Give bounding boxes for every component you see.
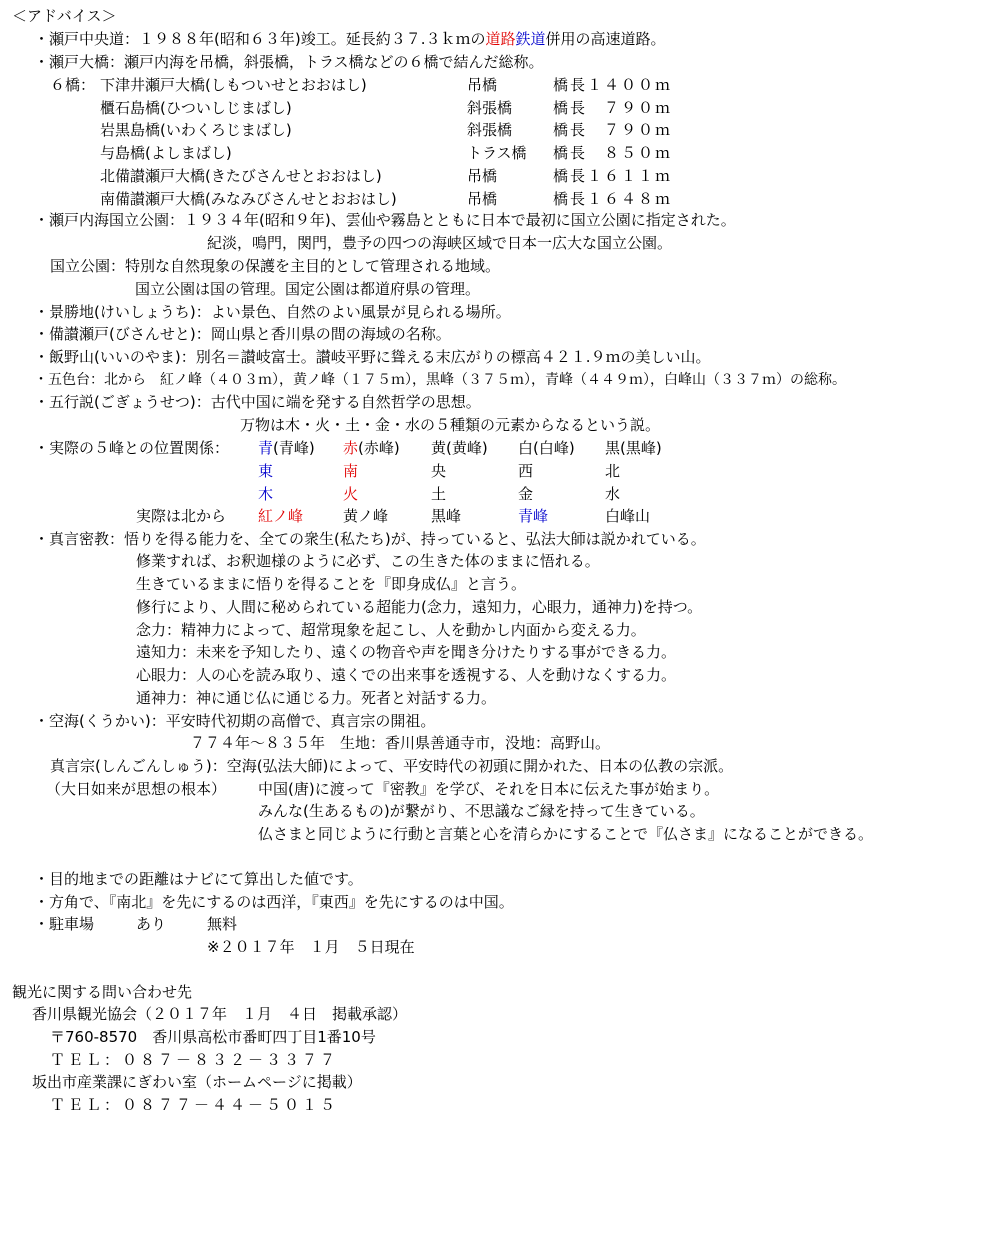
- setochuo-post: 併用の高速道路。: [545, 30, 666, 48]
- bridge-length: 橋長１６１１ｍ: [553, 167, 673, 185]
- bridge-type: トラス橋: [467, 144, 527, 162]
- contact-org-1-address: 〒760-8570 香川県高松市番町四丁目1番10号: [50, 1028, 376, 1046]
- goshikidai-line: ・五色台：北から 紅ノ峰（４０３ｍ），黄ノ峰（１７５ｍ），黒峰（３７５ｍ），青峰（４４９ｍ），白峰山（３３７ｍ）の総称。: [34, 372, 846, 388]
- parking-availability: あり: [136, 915, 167, 933]
- keishouchi-line: ・景勝地(けいしょうち)：よい景色、自然のよい風景が見られる場所。: [34, 303, 511, 321]
- peak-actual: 黄ノ峰: [343, 507, 389, 525]
- peak-actual: 紅ノ峰: [258, 507, 304, 525]
- dainichi-line-3: 仏さまと同じように行動と言葉と心を清らかにすることで『仏さま』になることができる。: [258, 825, 874, 843]
- peak-head: [258, 438, 315, 458]
- bridge-length: 橋長 ７９０ｍ: [553, 99, 673, 117]
- bridge-length: 橋長１４００ｍ: [553, 76, 673, 94]
- peak-direction: 西: [518, 462, 534, 480]
- shingonshu-line: 真言宗(しんごんしゅう)：空海(弘法大師)によって、平安時代の初頭に開かれた、日本の仏教の宗派。: [50, 757, 734, 775]
- peak-direction: 南: [343, 462, 359, 480]
- distance-note: ・目的地までの距離はナビにて算出した値です。: [34, 870, 363, 888]
- peak-element: 火: [343, 485, 359, 503]
- dainichi-label: （大日如来が思想の根本）: [46, 780, 227, 798]
- bridge-length: 橋長 ７９０ｍ: [553, 121, 673, 139]
- peak-element: 木: [258, 485, 274, 503]
- contact-org-1-tel: ＴＥＬ：０８７－８３２－３３７７: [50, 1051, 339, 1069]
- bridge-name: 南備讃瀬戸大橋(みなみびさんせとおおはし): [100, 190, 397, 208]
- bridge-name: 下津井瀬戸大橋(しもついせとおおはし): [100, 76, 367, 94]
- bridge-type: 吊橋: [467, 167, 498, 185]
- peak-head: [343, 438, 400, 458]
- position-label: ・実際の５峰との位置関係：: [34, 439, 230, 457]
- peak-direction: 北: [605, 462, 621, 480]
- bridge-type: 吊橋: [467, 190, 498, 208]
- bridge-name: 岩黒島橋(いわくろじまばし): [100, 121, 292, 139]
- national-park-line-1: ・瀬戸内海国立公園：１９３４年(昭和９年)、雲仙や霧島とともに日本で最初に国立公園に指定された。: [34, 211, 736, 229]
- kokuritsu-line-1: 国立公園：特別な自然現象の保護を主目的として管理される地域。: [50, 257, 501, 275]
- advice-heading: ＜アドバイス＞: [12, 7, 117, 25]
- peak-element: 土: [431, 485, 447, 503]
- setoohashi-line: ・瀬戸大橋：瀬戸内海を吊橋，斜張橋，トラス橋などの６橋で結んだ総称。: [34, 53, 544, 71]
- kukai-line-1: ・空海(くうかい)：平安時代初期の高僧で、真言宗の開祖。: [34, 712, 436, 730]
- peak-direction: 央: [431, 462, 447, 480]
- kukai-line-2: ７７４年～８３５年 生地：香川県善通寺市，没地：高野山。: [190, 734, 611, 752]
- kokuritsu-line-2: 国立公園は国の管理。国定公園は都道府県の管理。: [135, 280, 481, 298]
- setochuo-line: [34, 29, 666, 49]
- setochuo-rail: 鉄道: [515, 30, 546, 48]
- national-park-line-2: 紀淡，鳴門，関門，豊予の四つの海峡区域で日本一広大な国立公園。: [207, 234, 673, 252]
- direction-note: ・方角で、『南北』を先にするのは西洋，『東西』を先にするのは中国。: [34, 893, 514, 911]
- iinoyama-line: ・飯野山(いいのやま)：別名＝讃岐富士。讃岐平野に聳える末広がりの標高４２１.９ｍの美しい山。: [34, 348, 711, 366]
- peak-actual: 青峰: [518, 507, 549, 525]
- setochuo-road: 道路: [485, 30, 516, 48]
- peak-head-rest: (赤峰): [358, 439, 400, 457]
- gogyo-line-2: 万物は木・火・土・金・水の５種類の元素からなるという説。: [240, 416, 661, 434]
- peak-actual: 白峰山: [605, 507, 651, 525]
- peak-head-color-char: 青: [258, 439, 274, 457]
- peak-head: 黄(黄峰): [431, 439, 488, 457]
- bisan-line: ・備讃瀬戸(びさんせと)：岡山県と香川県の間の海域の名称。: [34, 325, 451, 343]
- contact-org-2-tel: ＴＥＬ：０８７７－４４－５０１５: [50, 1096, 339, 1114]
- shingon-line-2: 修業すれば、お釈迦様のように必ず、この生きた体のままに悟れる。: [136, 552, 600, 570]
- shingon-line-7: 心眼力：人の心を読み取り、遠くでの出来事を透視する、人を動けなくする力。: [136, 666, 677, 684]
- shingon-line-5: 念力：精神力によって、超常現象を起こし、人を動かし内面から変える力。: [136, 621, 646, 639]
- bridges-prefix: ６橋：: [50, 76, 96, 94]
- bridge-name: 櫃石島橋(ひついしじまばし): [100, 99, 292, 117]
- actual-label: 実際は北から: [136, 507, 227, 525]
- contact-org-1: 香川県観光協会（２０１７年 １月 ４日 掲載承認）: [32, 1005, 408, 1023]
- shingon-line-1: ・真言密教：悟りを得る能力を、全ての衆生(私たち)が、持っていると、弘法大師は説かれている。: [34, 530, 706, 548]
- bridge-length: 橋長 ８５０ｍ: [553, 144, 673, 162]
- peak-head: 黒(黒峰): [605, 439, 662, 457]
- shingon-line-8: 通神力：神に通じ仏に通じる力。死者と対話する力。: [136, 689, 497, 707]
- bridge-length: 橋長１６４８ｍ: [553, 190, 673, 208]
- setochuo-pre: ・瀬戸中央道：１９８８年(昭和６３年)竣工。延長約３７.３ｋｍの: [34, 30, 486, 48]
- bridge-name: 与島橋(よしまばし): [100, 144, 232, 162]
- peak-head-color-char: 赤: [343, 439, 359, 457]
- as-of-date: ※２０１７年 １月 ５日現在: [207, 938, 415, 956]
- contact-heading: 観光に関する問い合わせ先: [12, 983, 193, 1001]
- peak-element: 金: [518, 485, 534, 503]
- peak-head: 白(白峰): [518, 439, 575, 457]
- peak-direction: 東: [258, 462, 274, 480]
- shingon-line-4: 修行により、人間に秘められている超能力(念力，遠知力，心眼力，通神力)を持つ。: [136, 598, 703, 616]
- bridge-type: 吊橋: [467, 76, 498, 94]
- dainichi-line-1: 中国(唐)に渡って『密教』を学び、それを日本に伝えた事が始まり。: [258, 780, 720, 798]
- contact-org-2: 坂出市産業課にぎわい室（ホームページに掲載）: [32, 1073, 362, 1091]
- peak-head-rest: (青峰): [273, 439, 315, 457]
- shingon-line-6: 遠知力：未来を予知したり、遠くの物音や声を聞き分けたりする事ができる力。: [136, 643, 677, 661]
- bridge-type: 斜張橋: [467, 121, 513, 139]
- peak-element: 水: [605, 485, 621, 503]
- gogyo-line-1: ・五行説(ごぎょうせつ)：古代中国に端を発する自然哲学の思想。: [34, 393, 481, 411]
- bridge-type: 斜張橋: [467, 99, 513, 117]
- shingon-line-3: 生きているままに悟りを得ることを『即身成仏』と言う。: [136, 575, 527, 593]
- bridge-name: 北備讃瀬戸大橋(きたびさんせとおおはし): [100, 167, 382, 185]
- parking-fee: 無料: [207, 915, 238, 933]
- dainichi-line-2: みんな(生あるもの)が繋がり、不思議なご縁を持って生きている。: [258, 802, 705, 820]
- parking-label: ・駐車場: [34, 915, 95, 933]
- peak-actual: 黒峰: [431, 507, 462, 525]
